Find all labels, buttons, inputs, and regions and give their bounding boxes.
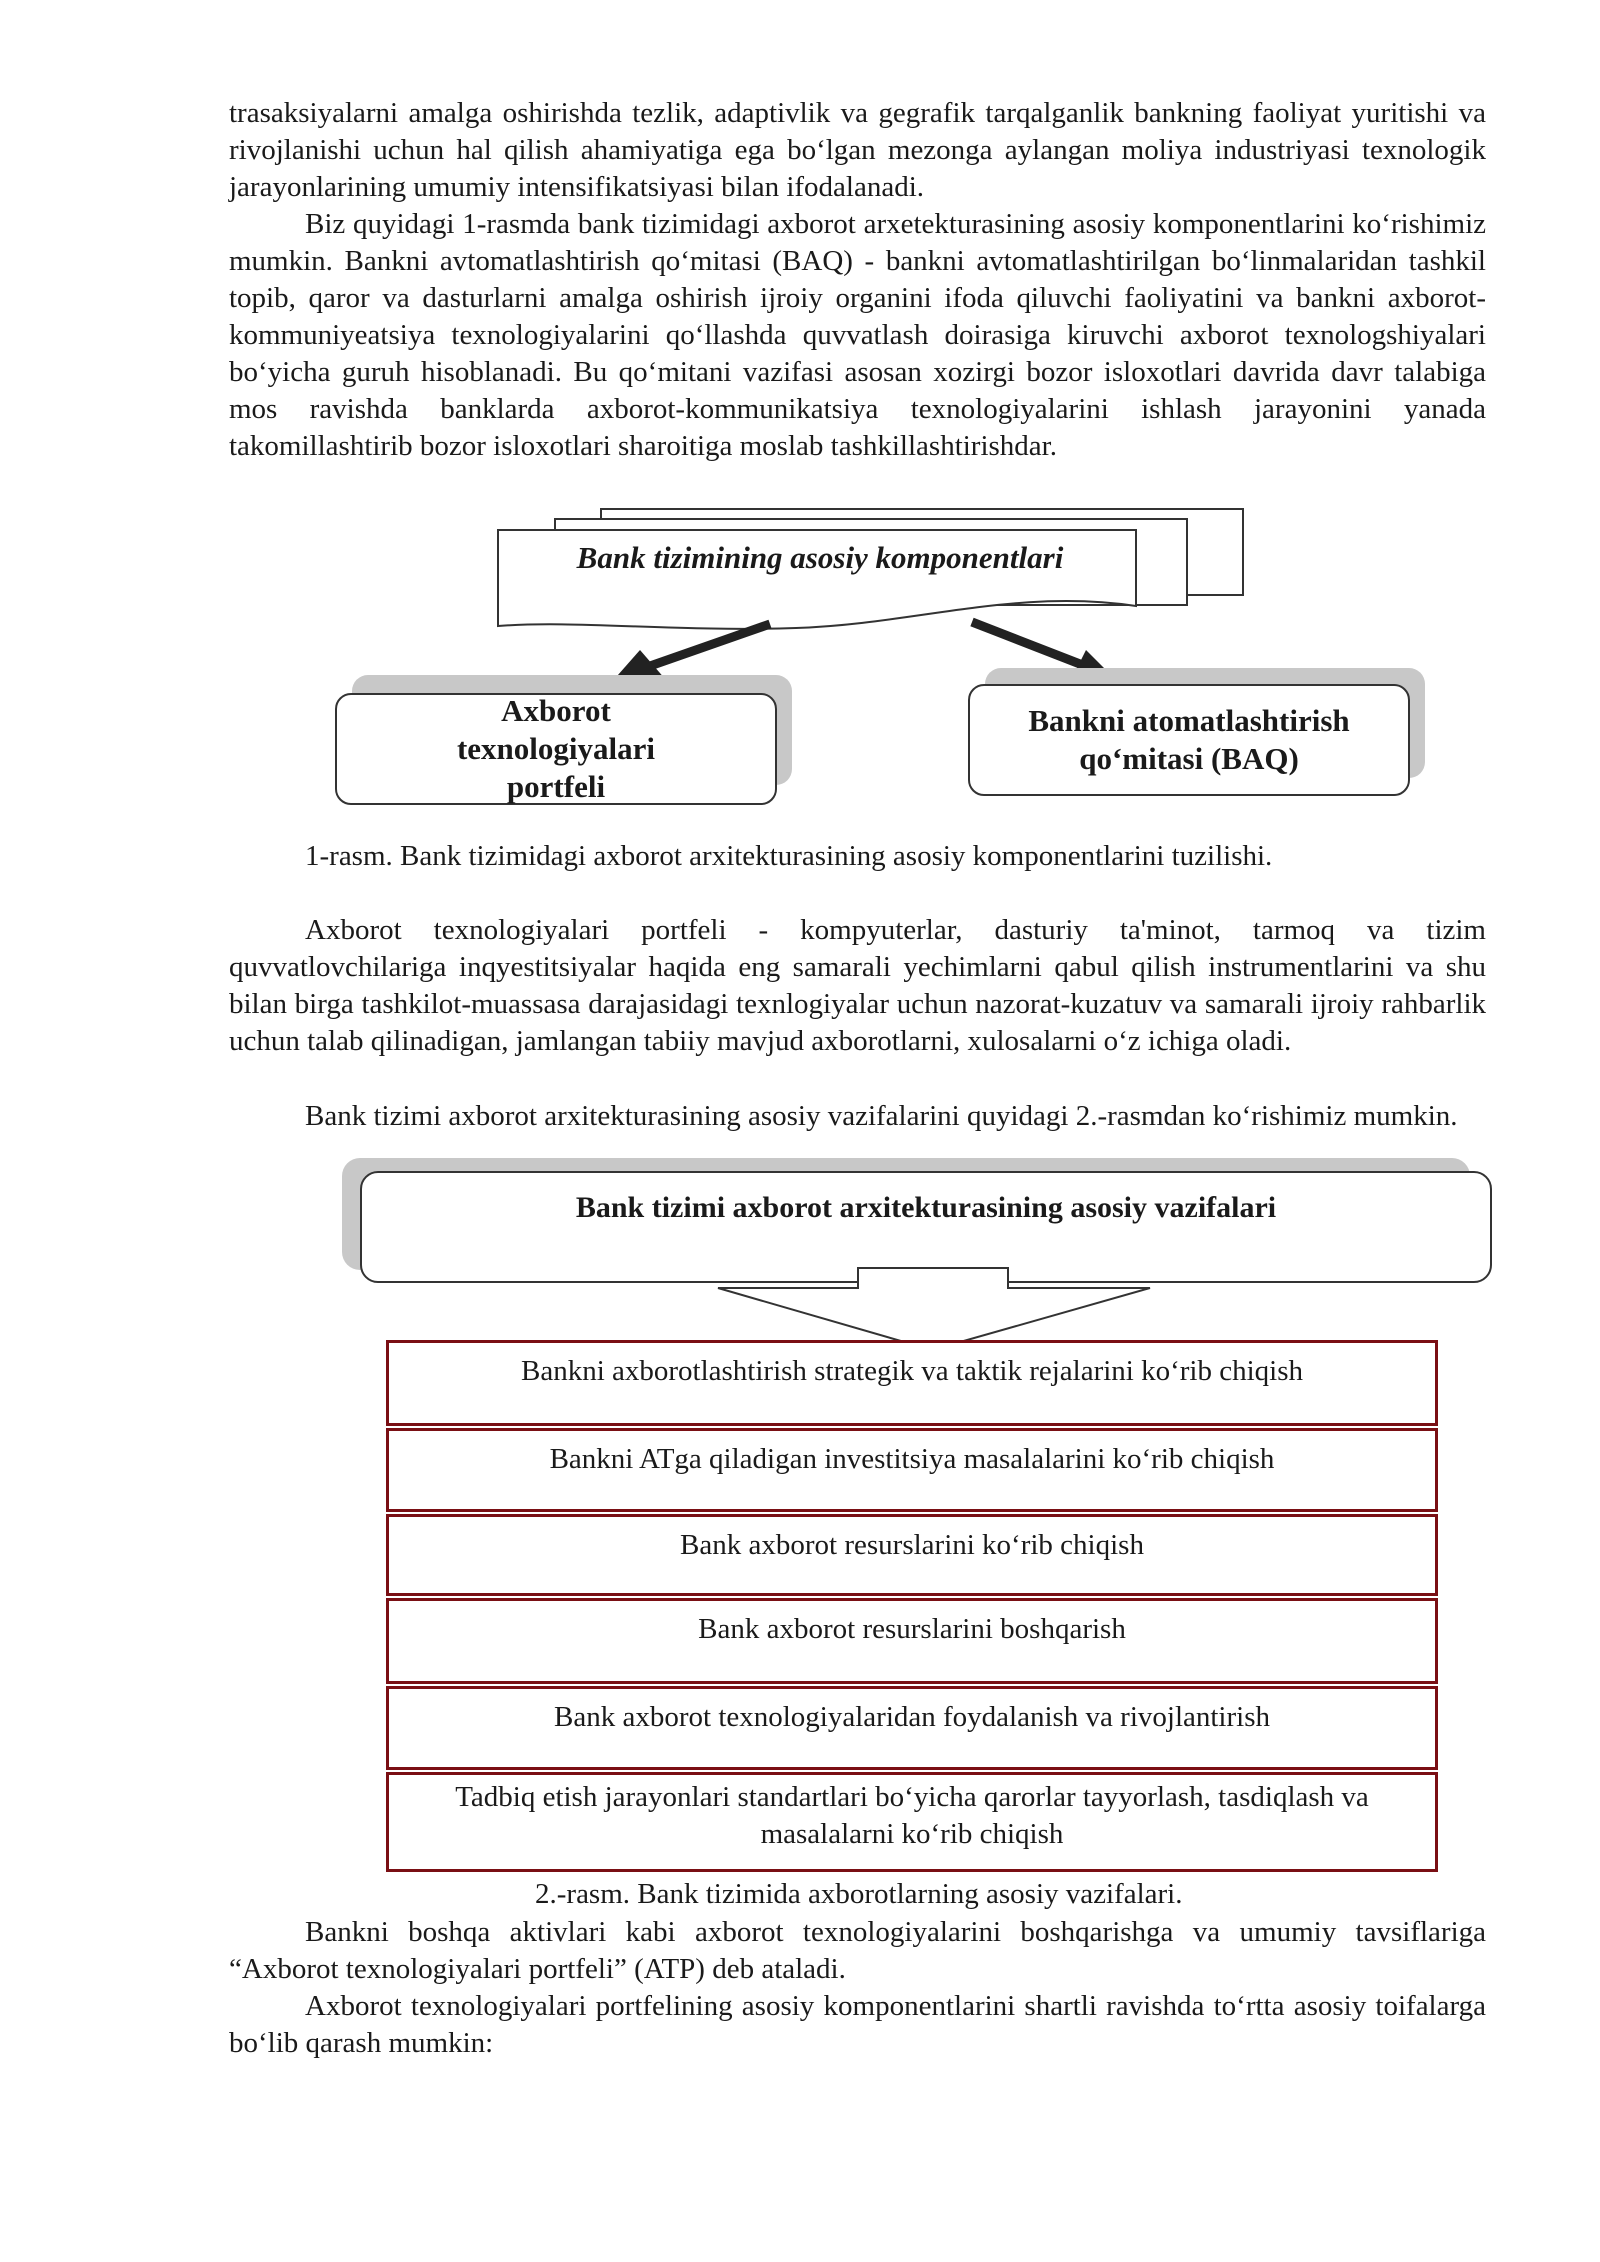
it-portfolio-box xyxy=(335,693,777,805)
baq-label: Bankni atomatlashtirish qo‘mitasi (BAQ) xyxy=(1028,703,1350,776)
figure-2-caption: 2.-rasm. Bank tizimida axborotlarning asosiy vazifalari. xyxy=(535,1878,1183,1910)
figure-1-caption: 1-rasm. Bank tizimidagi axborot arxitekturasining asosiy komponentlarini tuzilishi. xyxy=(305,840,1273,872)
figure-2-title: Bank tizimi axborot arxitekturasining asosiy vazifalari xyxy=(360,1171,1492,1283)
function-item: Bank axborot texnologiyalaridan foydalanish va rivojlantirish xyxy=(386,1686,1438,1770)
paragraph-portfolio: Axborot texnologiyalari portfeli - kompyuterlar, dasturiy ta'minot, tarmoq va tizim quvvatlovchilariga inqyestitsiyalar haqida eng samarali yechimlarni qabul qilish instrumentlarini va shu bilan birga tashkilot-muassasa darajasidagi texnlogiyalar uchun nazorat-kuzatuv va samarali ijroiy rahbarlik uchun talab qilinadigan, jamlangan tabiiy mavjud axborotlarni, xulosalarni o‘z ichiga oladi. xyxy=(229,914,1486,1057)
figure-1-title: Bank tizimining asosiy komponentlari xyxy=(576,540,1064,575)
paragraph-atp: Bankni boshqa aktivlari kabi axborot texnologiyalarini boshqarishga va umumiy tavsiflariga “Axborot texnologiyalari portfeli” (ATP) deb ataladi. xyxy=(229,1916,1486,1985)
paragraph-figure2-intro: Bank tizimi axborot arxitekturasining asosiy vazifalarini quyidagi 2.-rasmdan ko‘rishimiz mumkin. xyxy=(305,1100,1458,1132)
function-item: Bank axborot resurslarini ko‘rib chiqish xyxy=(386,1514,1438,1596)
paragraph-baq: Biz quyidagi 1-rasmda bank tizimidagi axborot arxetekturasining asosiy komponentlarini ko‘rishimiz mumkin. Bankni avtomatlashtirish qo‘mitasi (BAQ) - bankni avtomatlashtirilgan bo‘linmalaridan tashkil topib, qaror va dasturlarni amalga oshirish ijroiy organini ifoda qiluvchi faoliyatini va bankni axborot-kommuniyeatsiya texnologiyalarini qo‘llashda quvvatlash doirasiga kiruvchi axborot texnologshiyalari bo‘yicha guruh hisoblanadi. Bu qo‘mitani vazifasi asosan xozirgi bozor isloxotlari davrida davr talabiga mos ravishda banklarda axborot-kommunikatsiya texnologiyalarini ishlash jarayonini yanada takomillashtirib bozor isloxotlari sharoitiga moslab tashkillashtirishdar. xyxy=(229,208,1486,462)
paragraph-intro: trasaksiyalarni amalga oshirishda tezlik, adaptivlik va gegrafik tarqalganlik bankning faoliyat yuritishi va rivojlanishi uchun hal qilish ahamiyatiga ega bo‘lgan mezonga aylangan moliya industriyasi texnologik jarayonlarining umumiy intensifikatsiyasi bilan ifodalanadi. xyxy=(229,97,1486,203)
function-item: Bankni axborotlashtirish strategik va taktik rejalarini ko‘rib chiqish xyxy=(386,1340,1438,1426)
baq-box xyxy=(968,684,1410,796)
it-portfolio-label: Axborot texnologiyalari portfeli xyxy=(456,693,656,804)
function-item: Bankni ATga qiladigan investitsiya masalalarini ko‘rib chiqish xyxy=(386,1428,1438,1512)
function-item: Tadbiq etish jarayonlari standartlari bo‘yicha qarorlar tayyorlash, tasdiqlash va masalalarni ko‘rib chiqish xyxy=(386,1772,1438,1872)
paragraph-categories: Axborot texnologiyalari portfelining asosiy komponentlarini shartli ravishda to‘rtta asosiy toifalarga bo‘lib qarash mumkin: xyxy=(229,1990,1486,2059)
function-item: Bank axborot resurslarini boshqarish xyxy=(386,1598,1438,1684)
